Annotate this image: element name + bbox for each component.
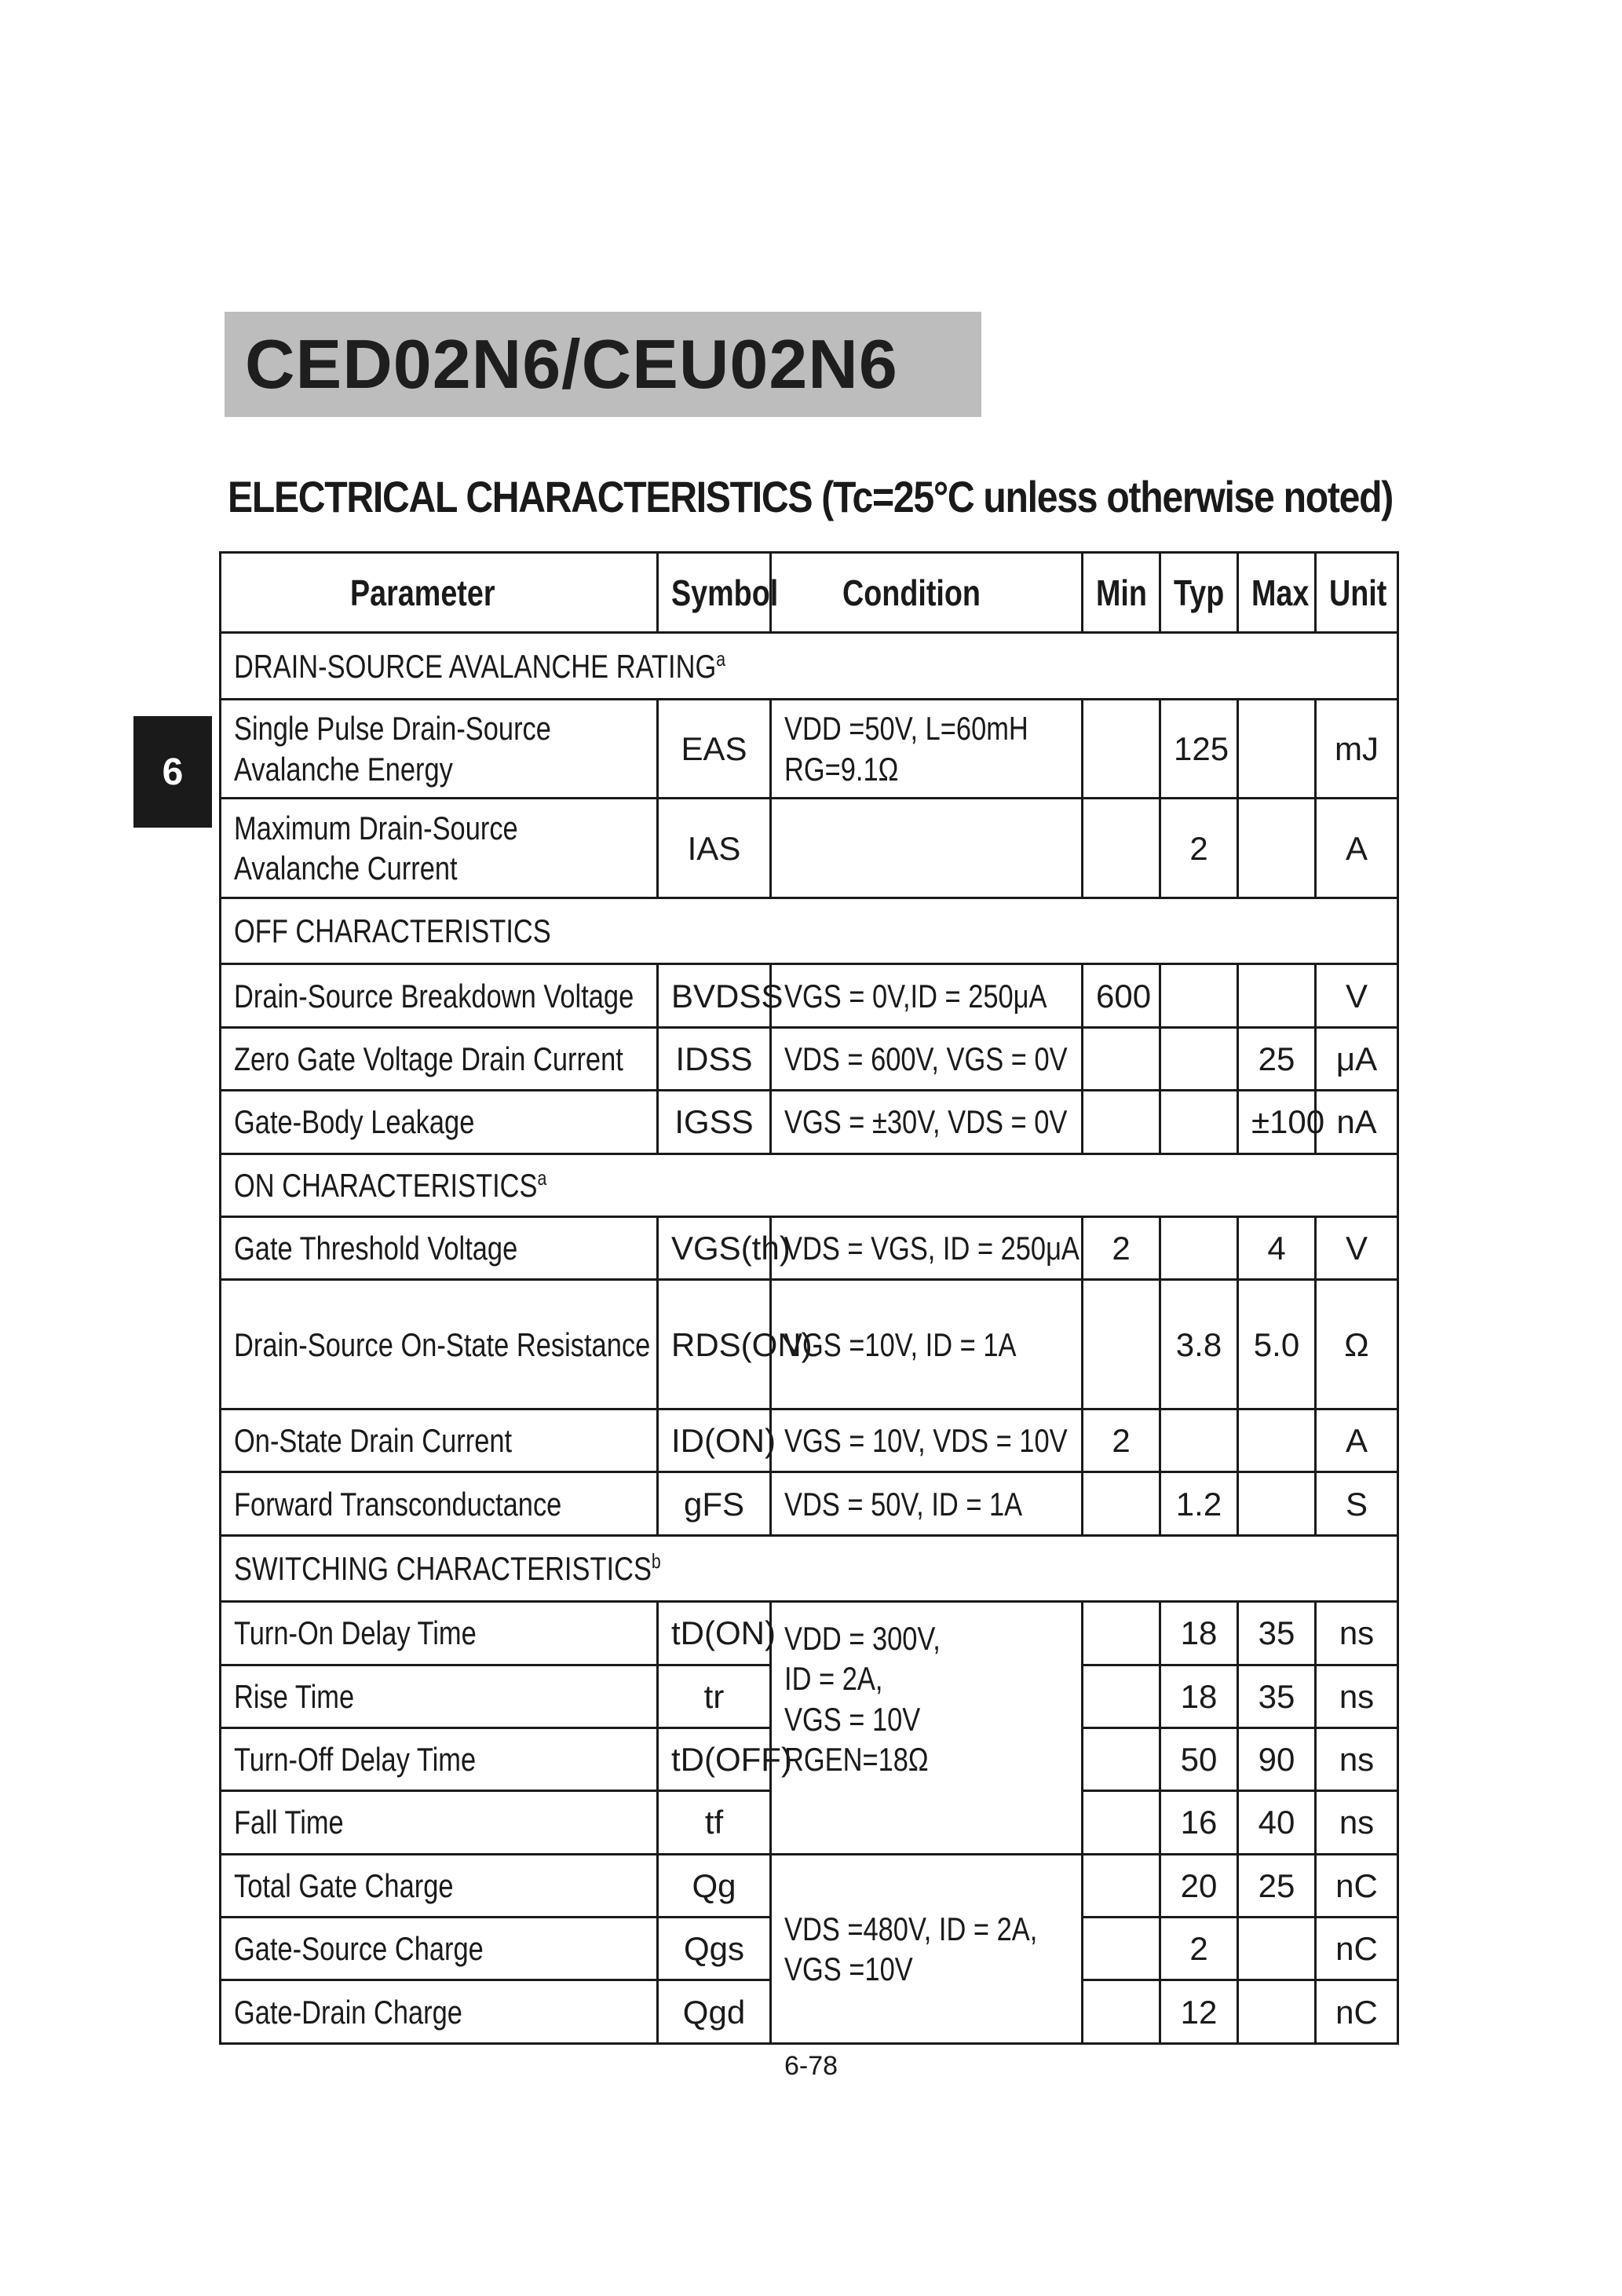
max-cell xyxy=(1238,699,1316,799)
table-row xyxy=(221,1409,1398,1472)
symbol-cell: IAS xyxy=(658,799,771,898)
condition-cell: VDD =50V, L=60mH RG=9.1Ω xyxy=(771,699,1083,799)
typ-cell: 2 xyxy=(1160,1918,1238,1980)
symbol-cell: BVDSS xyxy=(658,964,771,1027)
min-cell: 2 xyxy=(1083,1216,1160,1279)
unit-cell: ns xyxy=(1316,1665,1398,1727)
section-off-row xyxy=(221,898,1398,964)
typ-cell: 16 xyxy=(1160,1791,1238,1854)
symbol-cell: ID(ON) xyxy=(658,1409,771,1472)
max-cell xyxy=(1238,1409,1316,1472)
symbol-cell: tD(OFF) xyxy=(658,1727,771,1790)
typ-cell: 50 xyxy=(1160,1727,1238,1790)
min-cell xyxy=(1083,1791,1160,1854)
unit-cell: V xyxy=(1316,964,1398,1027)
typ-cell: 12 xyxy=(1160,1980,1238,2044)
header-max: Max xyxy=(1238,553,1316,633)
min-cell xyxy=(1083,1980,1160,2044)
unit-cell: Ω xyxy=(1316,1280,1398,1409)
min-cell xyxy=(1083,1602,1160,1665)
unit-cell: nC xyxy=(1316,1854,1398,1917)
max-cell xyxy=(1238,1980,1316,2044)
section-title: ON CHARACTERISTICS$^a$ xyxy=(221,1153,1398,1216)
min-cell: 2 xyxy=(1083,1409,1160,1472)
header-condition: Condition xyxy=(771,553,1083,633)
table-row xyxy=(221,1472,1398,1535)
electrical-characteristics-table xyxy=(219,551,1399,2045)
table-row xyxy=(221,1602,1398,1665)
unit-cell: S xyxy=(1316,1472,1398,1535)
section-avalanche-row xyxy=(221,633,1398,699)
symbol-cell: Qgd xyxy=(658,1980,771,2044)
header-min: Min xyxy=(1083,553,1160,633)
typ-cell: 1.2 xyxy=(1160,1472,1238,1535)
condition-cell: VGS =10V, ID = 1A xyxy=(771,1280,1083,1409)
parameter-cell: Zero Gate Voltage Drain Current xyxy=(221,1027,658,1090)
min-cell: 600 xyxy=(1083,964,1160,1027)
min-cell xyxy=(1083,1918,1160,1980)
unit-cell: mJ xyxy=(1316,699,1398,799)
table-row xyxy=(221,1854,1398,1917)
unit-cell: nA xyxy=(1316,1091,1398,1153)
table-row xyxy=(221,799,1398,898)
parameter-cell: Turn-On Delay Time xyxy=(221,1602,658,1665)
max-cell: 5.0 xyxy=(1238,1280,1316,1409)
header-parameter: Parameter xyxy=(221,553,658,633)
min-cell xyxy=(1083,1472,1160,1535)
symbol-cell: tf xyxy=(658,1791,771,1854)
parameter-cell: Drain-Source On-State Resistance xyxy=(221,1280,658,1409)
typ-cell xyxy=(1160,964,1238,1027)
unit-cell: nC xyxy=(1316,1918,1398,1980)
typ-cell: 3.8 xyxy=(1160,1280,1238,1409)
unit-cell: V xyxy=(1316,1216,1398,1279)
symbol-cell: RDS(ON) xyxy=(658,1280,771,1409)
symbol-cell: IGSS xyxy=(658,1091,771,1153)
section-heading: ELECTRICAL CHARACTERISTICS (Tc=25°C unless otherwise noted) xyxy=(228,472,1394,521)
symbol-cell: EAS xyxy=(658,699,771,799)
parameter-cell: Gate-Source Charge xyxy=(221,1918,658,1980)
max-cell: 90 xyxy=(1238,1727,1316,1790)
switching-condition-cell: VDD = 300V, ID = 2A, VGS = 10V RGEN=18Ω xyxy=(771,1602,1083,1855)
typ-cell xyxy=(1160,1409,1238,1472)
max-cell xyxy=(1238,799,1316,898)
typ-cell: 18 xyxy=(1160,1602,1238,1665)
section-title: SWITCHING CHARACTERISTICS$^b$ xyxy=(221,1535,1398,1601)
parameter-cell: Turn-Off Delay Time xyxy=(221,1727,658,1790)
parameter-cell: Gate Threshold Voltage xyxy=(221,1216,658,1279)
condition-cell: VGS = 0V,ID = 250μA xyxy=(771,964,1083,1027)
parameter-cell: Maximum Drain-Source Avalanche Current xyxy=(221,799,658,898)
min-cell xyxy=(1083,1854,1160,1917)
typ-cell xyxy=(1160,1027,1238,1090)
header-unit: Unit xyxy=(1316,553,1398,633)
unit-cell: ns xyxy=(1316,1791,1398,1854)
unit-cell: ns xyxy=(1316,1602,1398,1665)
typ-cell xyxy=(1160,1091,1238,1153)
typ-cell: 2 xyxy=(1160,799,1238,898)
condition-cell: VGS = ±30V, VDS = 0V xyxy=(771,1091,1083,1153)
symbol-cell: VGS(th) xyxy=(658,1216,771,1279)
typ-cell xyxy=(1160,1216,1238,1279)
table-row xyxy=(221,1091,1398,1153)
condition-cell: VDS = 50V, ID = 1A xyxy=(771,1472,1083,1535)
max-cell: 25 xyxy=(1238,1027,1316,1090)
parameter-cell: Fall Time xyxy=(221,1791,658,1854)
section-title: OFF CHARACTERISTICS xyxy=(221,898,1398,964)
unit-cell: A xyxy=(1316,799,1398,898)
condition-cell: VGS = 10V, VDS = 10V xyxy=(771,1409,1083,1472)
part-number-banner xyxy=(225,312,981,417)
parameter-cell: Gate-Drain Charge xyxy=(221,1980,658,2044)
max-cell: 35 xyxy=(1238,1602,1316,1665)
condition-cell: VDS = VGS, ID = 250μA xyxy=(771,1216,1083,1279)
table-row xyxy=(221,1027,1398,1090)
condition-cell: VDS = 600V, VGS = 0V xyxy=(771,1027,1083,1090)
max-cell xyxy=(1238,964,1316,1027)
parameter-cell: Forward Transconductance xyxy=(221,1472,658,1535)
typ-cell: 18 xyxy=(1160,1665,1238,1727)
parameter-cell: Single Pulse Drain-Source Avalanche Energy xyxy=(221,699,658,799)
parameter-cell: Gate-Body Leakage xyxy=(221,1091,658,1153)
section-title: DRAIN-SOURCE AVALANCHE RATING$^a$ xyxy=(221,633,1398,699)
page-title: CED02N6/CEU02N6 xyxy=(245,325,898,403)
condition-cell xyxy=(771,799,1083,898)
page-number: 6-78 xyxy=(784,2051,838,2081)
max-cell: 40 xyxy=(1238,1791,1316,1854)
chapter-tab: 6 xyxy=(133,716,212,828)
header-symbol: Symbol xyxy=(658,553,771,633)
symbol-cell: Qg xyxy=(658,1854,771,1917)
unit-cell: μA xyxy=(1316,1027,1398,1090)
typ-cell: 20 xyxy=(1160,1854,1238,1917)
parameter-cell: Total Gate Charge xyxy=(221,1854,658,1917)
table-row xyxy=(221,699,1398,799)
section-on-row xyxy=(221,1153,1398,1216)
section-switching-row xyxy=(221,1535,1398,1601)
charge-condition-cell: VDS =480V, ID = 2A, VGS =10V xyxy=(771,1854,1083,2043)
max-cell: 35 xyxy=(1238,1665,1316,1727)
max-cell: 25 xyxy=(1238,1854,1316,1917)
unit-cell: ns xyxy=(1316,1727,1398,1790)
table-row xyxy=(221,1280,1398,1409)
max-cell xyxy=(1238,1472,1316,1535)
min-cell xyxy=(1083,699,1160,799)
parameter-cell: Rise Time xyxy=(221,1665,658,1727)
max-cell xyxy=(1238,1918,1316,1980)
min-cell xyxy=(1083,1665,1160,1727)
max-cell: ±100 xyxy=(1238,1091,1316,1153)
symbol-cell: gFS xyxy=(658,1472,771,1535)
symbol-cell: IDSS xyxy=(658,1027,771,1090)
unit-cell: A xyxy=(1316,1409,1398,1472)
header-typ: Typ xyxy=(1160,553,1238,633)
table-row xyxy=(221,964,1398,1027)
table-header-row xyxy=(221,553,1398,633)
min-cell xyxy=(1083,1727,1160,1790)
unit-cell: nC xyxy=(1316,1980,1398,2044)
table-row xyxy=(221,1216,1398,1279)
parameter-cell: On-State Drain Current xyxy=(221,1409,658,1472)
min-cell xyxy=(1083,799,1160,898)
symbol-cell: Qgs xyxy=(658,1918,771,1980)
min-cell xyxy=(1083,1280,1160,1409)
typ-cell: 125 xyxy=(1160,699,1238,799)
symbol-cell: tr xyxy=(658,1665,771,1727)
symbol-cell: tD(ON) xyxy=(658,1602,771,1665)
max-cell: 4 xyxy=(1238,1216,1316,1279)
parameter-cell: Drain-Source Breakdown Voltage xyxy=(221,964,658,1027)
